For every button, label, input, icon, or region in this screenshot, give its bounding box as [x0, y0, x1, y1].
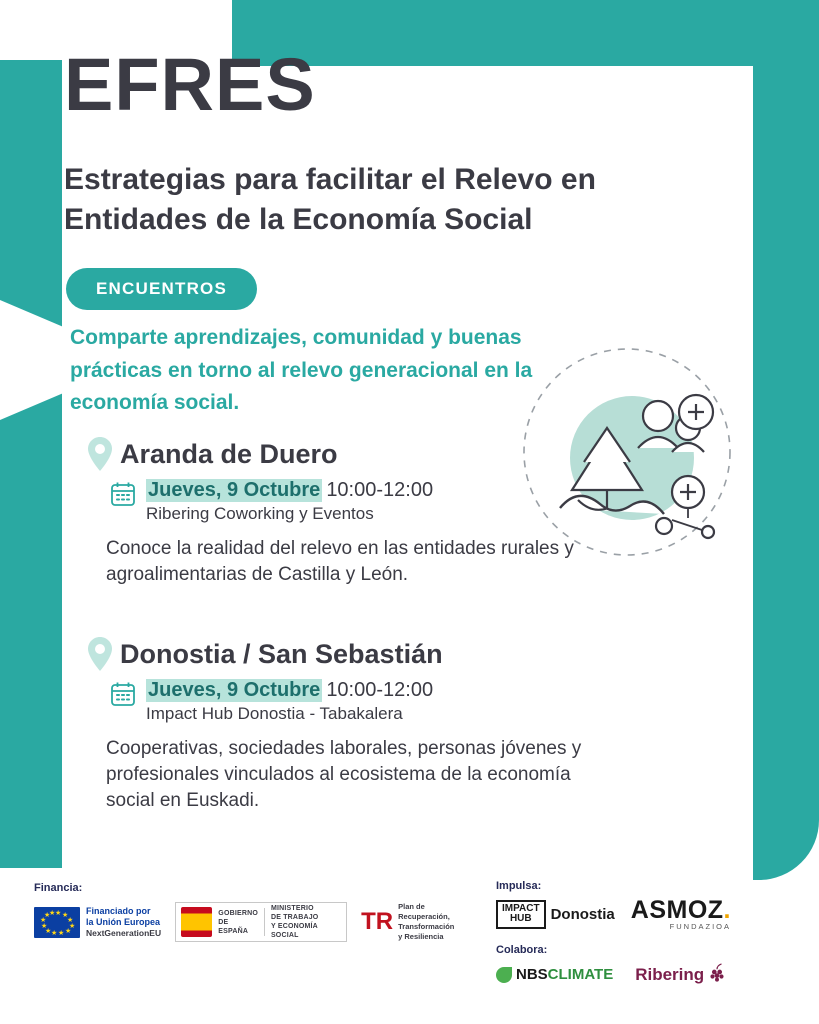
gobierno-line-1: GOBIERNO	[218, 909, 259, 917]
eu-logo-text	[86, 906, 161, 939]
event-when-line	[146, 679, 433, 702]
gobierno-text	[218, 909, 258, 936]
event-time: 10:00-12:00	[326, 479, 434, 501]
spain-flag-icon	[181, 907, 212, 937]
eu-line-3: NextGenerationEU	[86, 928, 162, 939]
decorative-left-top-white	[0, 0, 62, 60]
event-description: Cooperativas, sociedades laborales, personas jóvenes y profesionales vinculados al ecosistema de la economía social en Euskadi.	[106, 738, 582, 812]
leaf-icon	[496, 967, 512, 983]
calendar-icon	[110, 481, 136, 507]
map-pin-icon	[86, 435, 114, 473]
ribering-logo	[635, 962, 726, 987]
financia-logos	[34, 902, 454, 943]
event-description: Conoce la realidad del relevo en las entidades rurales y agroalimentarias de Castilla y León.	[106, 538, 574, 586]
impact-hub-word-2: HUB	[509, 913, 532, 925]
event-city: Donostia / San Sebastián	[120, 638, 443, 669]
event-when-line	[146, 479, 433, 502]
event-time: 10:00-12:00	[326, 679, 434, 701]
lead-paragraph: Comparte aprendizajes, comunidad y buenas prácticas en torno al relevo generacional en la economía social.	[70, 326, 533, 415]
nbs-name-2: CLIMATE	[547, 966, 614, 983]
decorative-top-band	[232, 0, 819, 66]
prtr-line-3: Transformación	[398, 922, 455, 932]
financia-label: Financia:	[34, 882, 83, 894]
nbs-climate-text	[516, 966, 613, 983]
page-title: EFRES	[64, 43, 316, 126]
impact-hub-logo	[496, 900, 615, 929]
nbs-climate-logo	[496, 966, 613, 983]
event-item	[86, 635, 606, 815]
colabora-label: Colabora:	[496, 944, 548, 956]
eu-flag-icon: ★ ★ ★ ★ ★ ★ ★ ★ ★ ★ ★ ★	[34, 907, 80, 938]
asmoz-name-row	[631, 898, 731, 923]
prtr-line-1: Plan de	[398, 902, 425, 911]
prtr-text	[398, 902, 454, 943]
map-pin-icon	[86, 635, 114, 673]
event-venue: Impact Hub Donostia - Tabakalera	[146, 704, 403, 723]
event-datetime-row	[110, 479, 606, 524]
financia-group	[34, 882, 454, 943]
gobierno-logo	[175, 902, 347, 942]
asmoz-dot: .	[723, 896, 731, 924]
event-header	[86, 635, 606, 673]
ministerio-line-1: MINISTERIO	[270, 905, 314, 913]
eu-line-1: Financiado por	[86, 905, 151, 916]
impact-hub-mark	[496, 900, 546, 929]
nbs-name-1: NBS	[516, 966, 548, 983]
decorative-right-band	[753, 0, 819, 880]
calendar-icon	[110, 681, 136, 707]
event-date: Jueves, 9 Octubre	[148, 479, 321, 501]
colabora-logos	[496, 962, 726, 987]
impulsa-group	[496, 880, 731, 931]
asmoz-name: ASMOZ	[630, 896, 724, 924]
grape-icon	[708, 962, 726, 987]
gobierno-line-2: DE ESPAÑA	[218, 918, 249, 935]
eu-line-2: la Unión Europea	[86, 916, 161, 927]
colabora-group	[496, 944, 726, 987]
ministerio-line-2: DE TRABAJO	[270, 914, 319, 922]
page-subtitle: Estrategias para facilitar el Relevo en Entidades de la Economía Social	[64, 163, 596, 236]
event-item	[86, 435, 606, 588]
divider	[264, 908, 265, 936]
asmoz-logo	[631, 898, 731, 931]
impulsa-logos	[496, 898, 731, 931]
ribering-text: Ribering	[635, 964, 705, 984]
ministerio-line-3: Y ECONOMÍA SOCIAL	[270, 923, 318, 940]
event-city: Aranda de Duero	[120, 438, 338, 469]
impact-hub-city: Donostia	[550, 905, 615, 923]
prtr-logo	[361, 902, 454, 943]
prtr-line-4: y Resiliencia	[398, 932, 444, 942]
status-badge: ENCUENTROS	[66, 268, 257, 310]
event-datetime-row	[110, 679, 606, 724]
ministerio-text	[271, 904, 341, 940]
event-when	[146, 479, 433, 524]
event-when	[146, 679, 433, 724]
footer	[0, 872, 819, 1024]
impact-hub-word-1: IMPACT	[502, 902, 540, 914]
prtr-mark-icon: TR	[361, 908, 394, 936]
event-date: Jueves, 9 Octubre	[148, 679, 321, 701]
decorative-left-band	[0, 0, 62, 868]
eu-logo	[34, 906, 161, 939]
event-venue: Ribering Coworking y Eventos	[146, 504, 374, 523]
asmoz-subtitle: FUNDAZIOA	[669, 922, 731, 931]
impulsa-label: Impulsa:	[496, 880, 542, 892]
event-header	[86, 435, 606, 473]
prtr-line-2: Recuperación,	[398, 912, 450, 922]
